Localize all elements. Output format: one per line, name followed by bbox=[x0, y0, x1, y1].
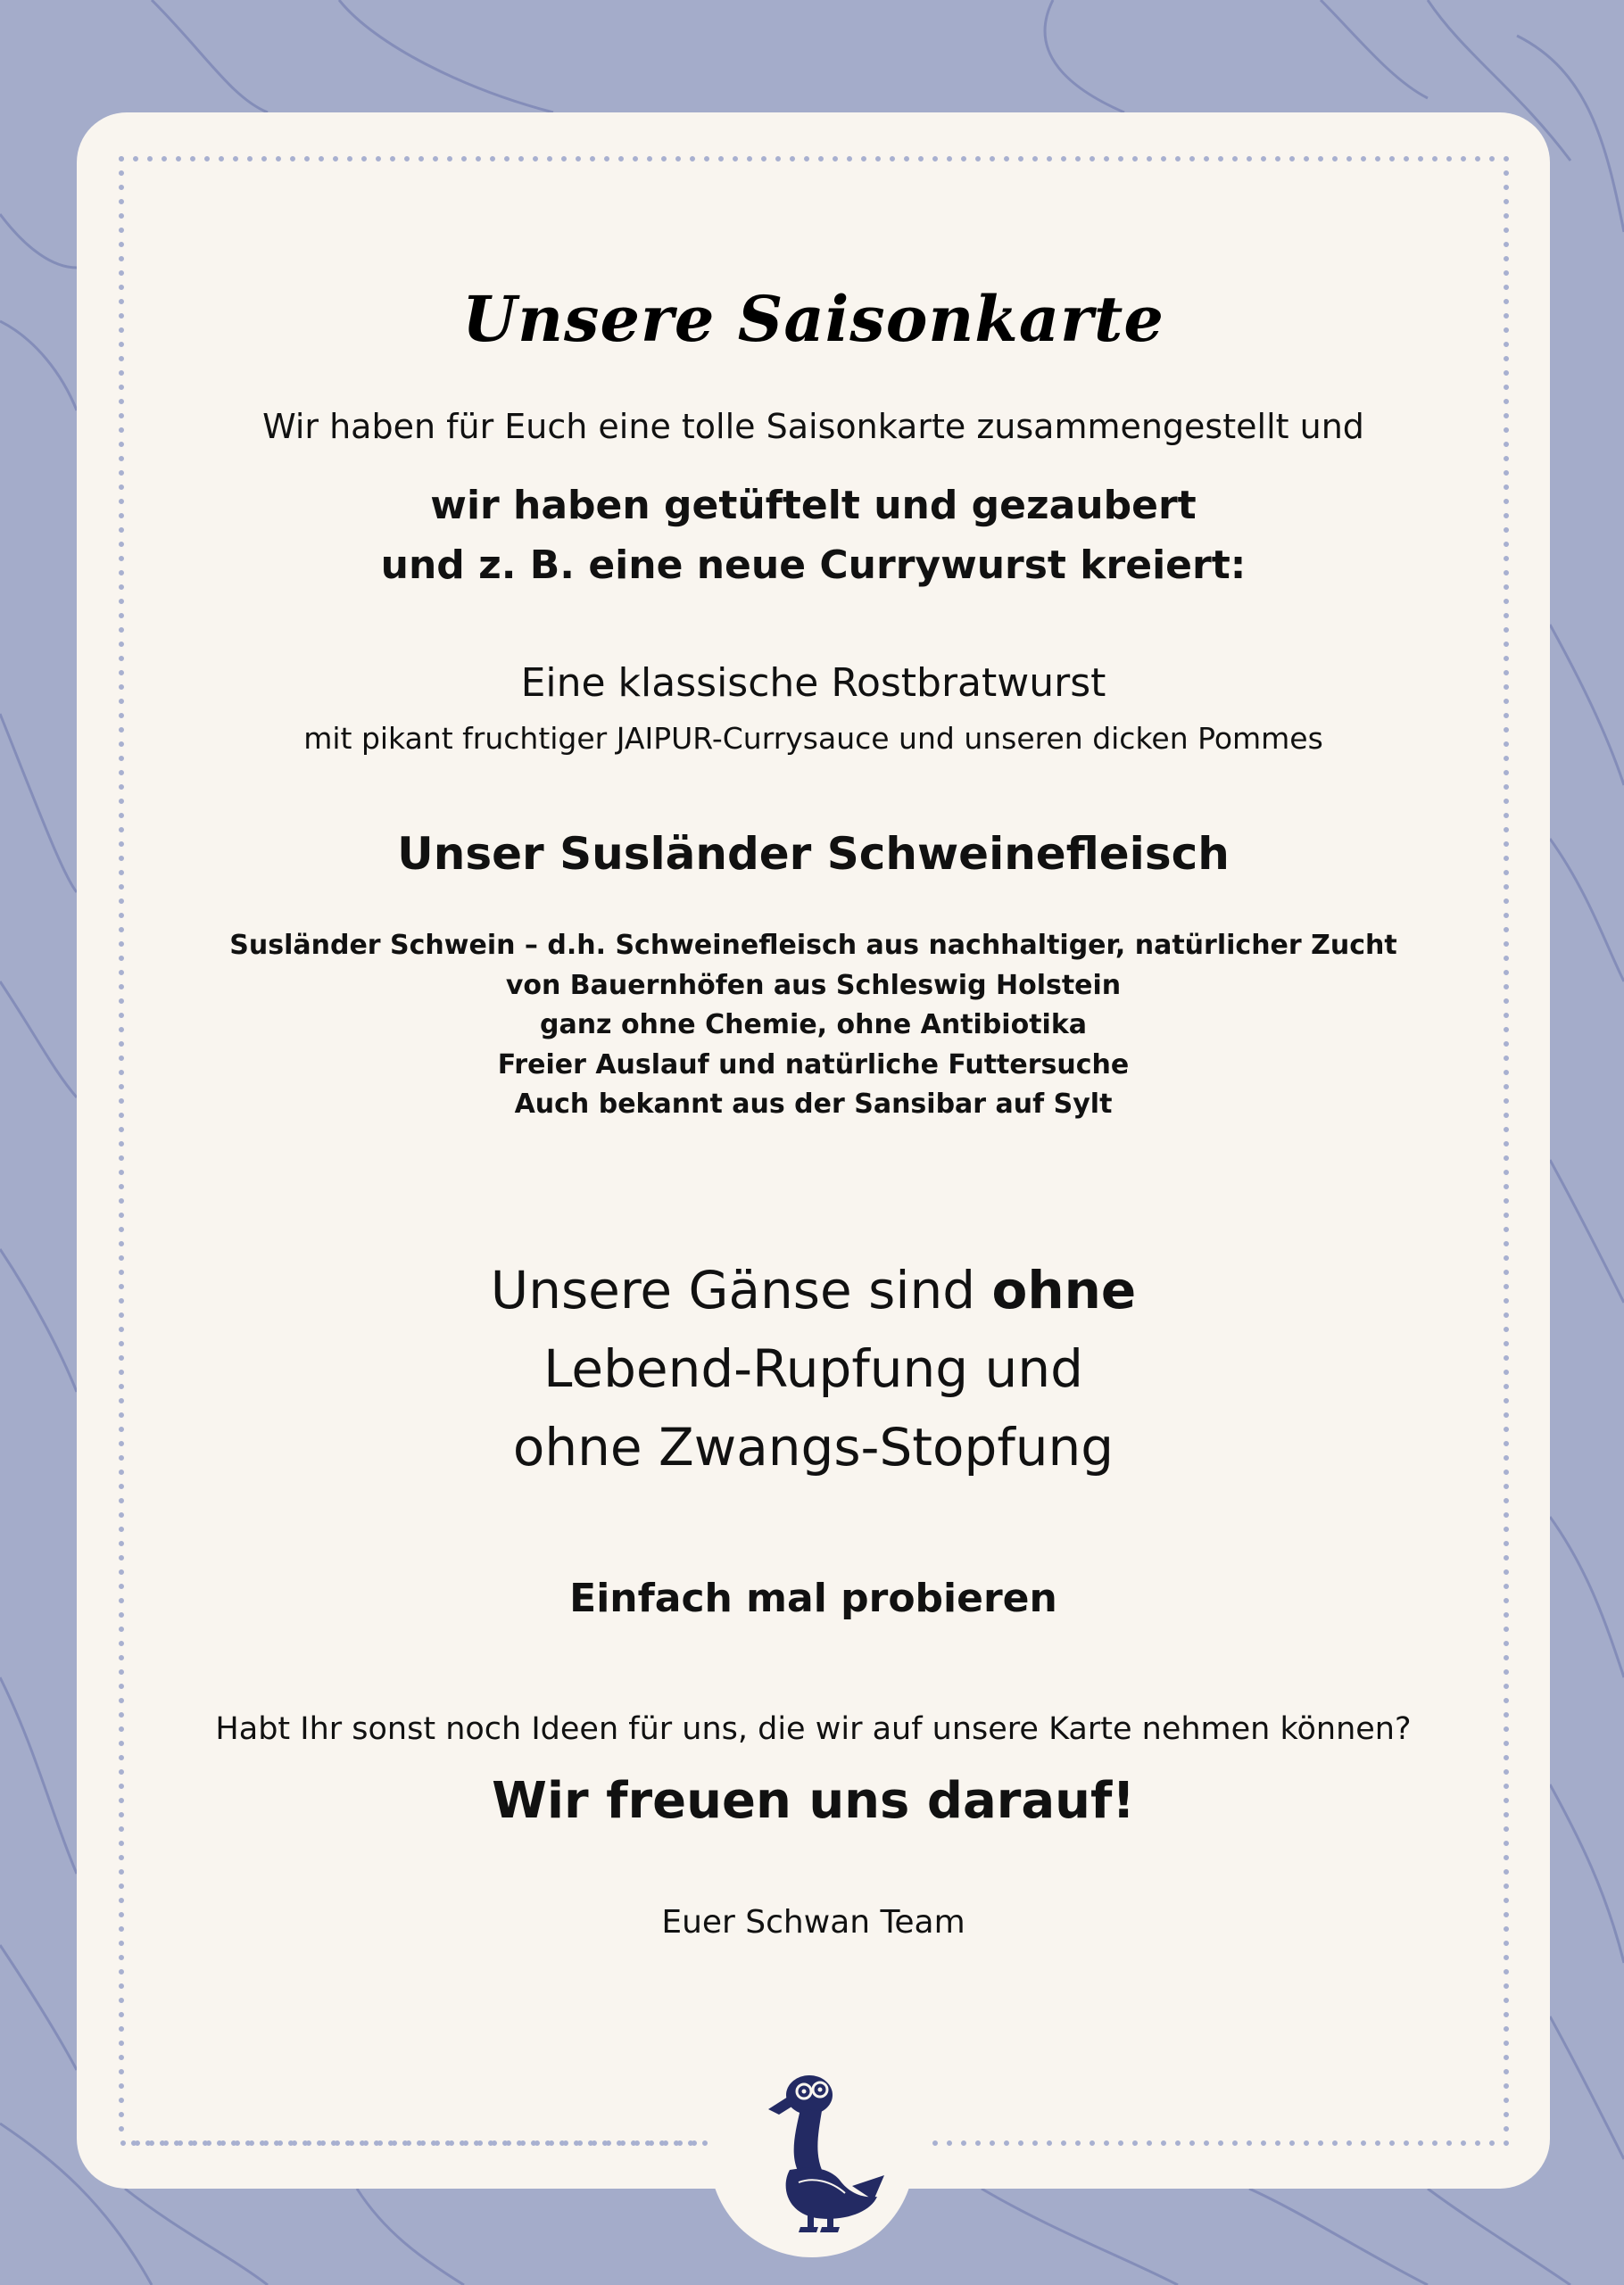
question-text: Habt Ihr sonst noch Ideen für uns, die wir auf unsere Karte nehmen können? bbox=[215, 1711, 1412, 1747]
pork-feature: Susländer Schwein – d.h. Schweinefleisch aus nachhaltiger, natürlicher Zucht bbox=[229, 930, 1397, 961]
dish-description: mit pikant fruchtiger JAIPUR-Currysauce und unseren dicken Pommes bbox=[303, 721, 1323, 756]
geese-line-1-prefix: Unsere Gänse sind bbox=[490, 1260, 992, 1320]
dish-name: Eine klassische Rostbratwurst bbox=[520, 660, 1106, 706]
signature: Euer Schwan Team bbox=[661, 1904, 965, 1941]
looking-forward-text: Wir freuen uns darauf! bbox=[492, 1772, 1135, 1830]
highlight-line-1: wir haben getüftelt und gezaubert bbox=[430, 483, 1197, 528]
geese-line-2: Lebend-Rupfung und bbox=[543, 1338, 1083, 1399]
intro-text: Wir haben für Euch eine tolle Saisonkarte zusammengestellt und bbox=[262, 407, 1364, 446]
pork-feature: von Bauernhöfen aus Schleswig Holstein bbox=[505, 970, 1122, 1001]
geese-line-1-bold: ohne bbox=[991, 1260, 1137, 1320]
geese-line-1 bbox=[77, 1260, 1550, 1320]
swan-mascot-icon bbox=[763, 2070, 888, 2235]
pork-feature: Freier Auslauf und natürliche Futtersuche bbox=[497, 1049, 1130, 1080]
pork-heading: Unser Susländer Schweinefleisch bbox=[397, 828, 1230, 880]
page-title: Unsere Saisonkarte bbox=[462, 282, 1164, 356]
pork-feature: ganz ohne Chemie, ohne Antibiotika bbox=[539, 1009, 1088, 1040]
geese-line-3: ohne Zwangs-Stopfung bbox=[512, 1417, 1114, 1478]
pork-feature: Auch bekannt aus der Sansibar auf Sylt bbox=[514, 1089, 1113, 1120]
try-it-text: Einfach mal probieren bbox=[569, 1576, 1057, 1621]
highlight-line-2: und z. B. eine neue Currywurst kreiert: bbox=[380, 542, 1247, 588]
